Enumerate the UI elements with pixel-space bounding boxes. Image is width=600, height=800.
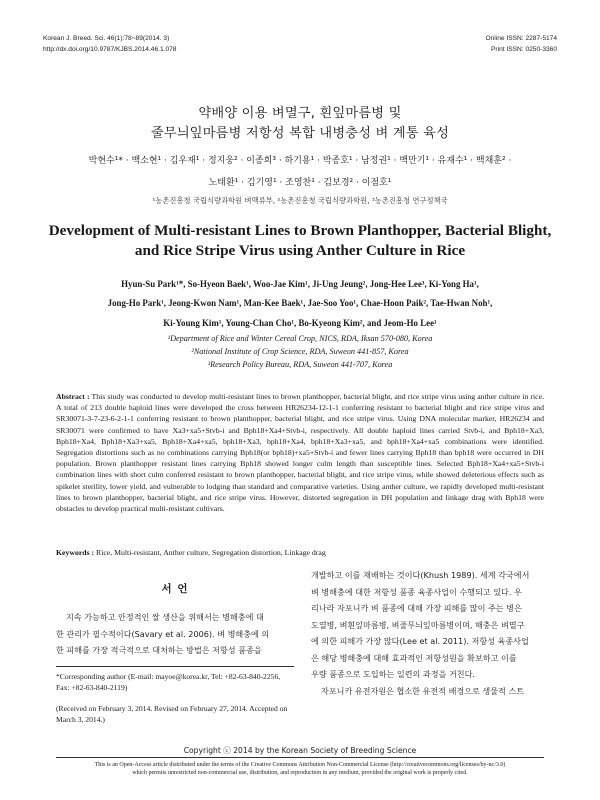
intro-right-line-6: 은 해당 병해충에 대해 효과적인 저항성원을 확보하고 이를 — [311, 652, 517, 663]
keywords — [56, 547, 544, 558]
section-heading-introduction: 서 언 — [161, 583, 189, 595]
print-issn: Print ISSN: 0250-3360 — [491, 46, 557, 53]
journal-citation: Korean J. Breed. Sci. 46(1):78~89(2014. 3) — [43, 35, 170, 42]
intro-right-line-2: 벼 병해충에 대한 저항성 품종 육종사업이 수행되고 있다. 우 — [311, 586, 522, 597]
english-authors-line-1: Hyun-Su Park¹*, So-Hyeon Baek¹, Woo-Jae Kim¹, Ji-Ung Jeung², Jong-Hee Lee³, Ki-Yong Ha¹, — [121, 279, 479, 289]
online-issn: Online ISSN: 2287-5174 — [485, 35, 557, 42]
english-authors-line-3: Ki-Young Kim¹, Young-Chan Cho¹, Bo-Kyeong Kim², and Jeom-Ho Lee¹ — [163, 318, 437, 328]
english-authors-line-2: Jong-Ho Park¹, Jeong-Kwon Nam¹, Man-Kee Baek¹, Jae-Soo Yoo¹, Chae-Hoon Paik², Tae-Hwan Noh¹, — [107, 298, 493, 308]
korean-affiliations: ¹농촌진흥청 국립식량과학원 벼맥류부, ²농촌진흥청 국립식량과학원, ³농촌진흥청 연구정책국 — [152, 196, 448, 205]
received-dates-note: (Received on February 3, 2014. Revised on February 27, 2014. Accepted on March 3, 2014.) — [56, 704, 288, 725]
copyright-line: Copyright ⓒ 2014 by the Korean Society of Breeding Science — [183, 746, 417, 755]
affiliation-1: ¹Department of Rice and Winter Cereal Crop, NICS, RDA, Iksan 570-080, Korea — [167, 334, 433, 343]
intro-right-line-7: 우량 품종으로 도입하는 일련의 과정을 거친다. — [311, 669, 475, 679]
english-title-line-1: Development of Multi-resistant Lines to Brown Planthopper, Bacterial Blight, — [48, 222, 552, 239]
license-line-2: which permits unrestricted non-commercial use, distribution, and reproduction in any medium, provided the original work is properly cited. — [132, 770, 468, 776]
doi-link[interactable]: http://dx.doi.org/10.9787/KJBS.2014.46.1.078 — [43, 46, 177, 53]
intro-right-line-4: 도열병, 벼흰잎마름병, 벼줄무늬잎마름병이며, 해충은 벼멸구 — [311, 619, 525, 630]
korean-title-line-1: 약배양 이용 벼멸구, 흰잎마름병 및 — [198, 106, 402, 121]
intro-left-line-3: 한 피해를 가장 적극적으로 대처하는 방법은 저항성 품종을 — [56, 645, 262, 655]
intro-left-line-1: 지속 가능하고 안정적인 쌀 생산을 위해서는 병해충에 대 — [66, 612, 264, 622]
intro-right-line-8: 자포니카 유전자원은 협소한 유전적 배경으로 생물적 스트 — [321, 685, 525, 696]
intro-right-line-5: 에 의한 피해가 가장 많다(Lee et al. 2011). 저항성 육종사업 — [311, 636, 529, 646]
intro-left-line-2: 한 관리가 필수적이다(Savary et al. 2006). 벼 병해충에 의 — [56, 628, 270, 639]
intro-right-line-3: 리나라 자포니카 벼 품종에 대해 가장 피해를 많이 주는 병은 — [311, 603, 522, 613]
affiliation-2: ²National Institute of Crop Science, RDA, Suweon 441-857, Korea — [191, 347, 409, 356]
affiliation-3: ³Research Policy Bureau, RDA, Suweon 441-707, Korea — [207, 360, 393, 369]
keywords-text: Rice, Multi-resistant, Anther culture, Segregation distortion, Linkage drag — [96, 548, 326, 557]
abstract — [56, 391, 544, 514]
abstract-label: Abstract : — [56, 392, 90, 401]
korean-authors-line-1: 박현수¹* · 백소현¹ · 김우재¹ · 정지웅² · 이종희³ · 하기용¹ · 박종호¹ · 남정권¹ · 백만기¹ · 유재수¹ · 백채훈² · — [88, 156, 512, 166]
korean-title-line-2: 줄무늬잎마름병 저항성 복합 내병충성 벼 계통 육성 — [150, 126, 450, 141]
intro-left-column — [56, 609, 296, 659]
abstract-text: This study was conducted to develop multi-resistant lines to brown planthopper, bacterial blight, and rice stripe virus using anther culture in rice. A total of 213 double haploid lines were developed the cross between HR26234-12-1-1 conferring resistant to bacterial blight and rice stripe virus and SR30071-3-7-23-6-2-1-1 conferring resistant to brown planthopper, bacterial blight, and rice stripe virus. Using DNA molecular marker, HR26234 and SR30071 were confirmed to have Xa3+xa5+Stvb-i and Bph18+Xa4+Stvb-i, respectively. All double haploid lines carried Stvb-i, and Bph18+Xa3, Bph18+Xa4, Bph18+Xa3+xa5, Bph18+Xa4+xa5, bph18+Xa3, bph18+Xa4, bph18+Xa3+xa5, and bph18+Xa4+xa5 combinations were identified. Segregation distortions such as no combinations carrying Bph18(or bph18)+xa5+Stvb-i and fewer lines carrying Bph18 than bph18 were occurred in DH population. Brown planthopper resistant lines carrying Bph18 showed longer culm length than susceptible lines. Selected Bph18+Xa4+xa5+Stvb-i combination lines with short culm conferred resistant to brown planthopper, bacterial blight, and rice stripe virus, while showed deleterious effects such as spikelet sterility, lower yield, and vulnerable to lodging than standard and comparative varieties. Using anther culture, we rapidly developed multi-resistant lines to brown planthopper, bacterial blight, and rice stripe virus. However, distorted segregation in DH population and linkage drag with Bph18 were obstacles to develop practical multi-resistant cultivars. — [56, 392, 545, 514]
korean-authors-line-2: 노태환¹ · 김기영¹ · 조영찬¹ · 김보경² · 이점호¹ — [208, 178, 392, 188]
intro-right-line-1: 개발하고 이를 재배하는 것이다(Khush 1989). 세계 각국에서 — [311, 570, 530, 580]
intro-right-column — [311, 567, 551, 699]
footnote-divider — [56, 666, 294, 667]
license-line-1: This is an Open-Access article distributed under the terms of the Creative Commons Attribution Non-Commercial License (http://creativecommons.org/licenses/by-nc/3.0) — [94, 762, 506, 768]
footer-divider — [56, 757, 544, 758]
corresponding-author-note: *Corresponding author (E-mail: mayoe@korea.kr, Tel: +82-63-840-2256, Fax: +82-63-840-2119) — [56, 672, 281, 693]
keywords-label: Keywords : — [56, 548, 95, 557]
english-title-line-2: and Rice Stripe Virus using Anther Culture in Rice — [134, 242, 466, 259]
